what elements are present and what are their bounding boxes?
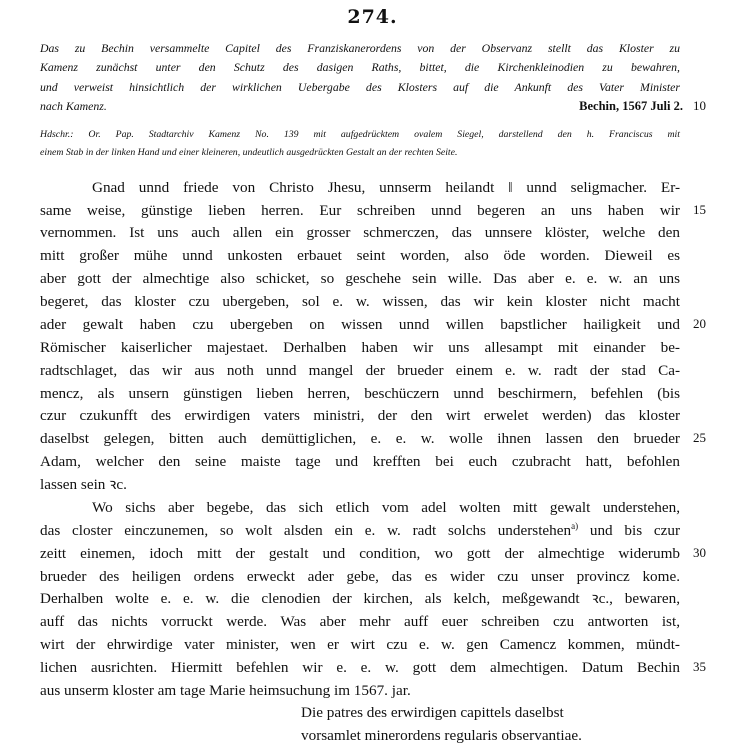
body-line: ader gewalt haben czu ubergeben on wissen unnd willen bapstlicher hailigkeit und [40,316,680,333]
margin-line-number: 10 [693,98,706,113]
margin-line-number: 35 [693,659,706,674]
regest-line: Kamenz zunächst unter den Schutz des dasigen Raths, bittet, die Kirchenkleinodien zu bewahren, [40,60,680,74]
regest-date: Bechin, 1567 Juli 2. [579,99,683,113]
body-line [40,519,680,542]
source-note-line: einem Stab in der linken Hand und einer kleineren, undeutlich ausgedrückten Gestalt an der rechten Seite. [40,147,458,158]
body-line: radtschlaget, das wir aus noth unnd mangel der brueder einem e. w. radt der stad Ca- [40,362,680,379]
body-line: lichen ausrichten. Hiermitt befehlen wir e. e. w. gott dem almechtigen. Datum Bechin [40,659,680,676]
body-line: vernommen. Ist uns auch allen ein grosser schmerczen, das unnsere klöster, welche den [40,224,680,241]
margin-line-number: 25 [693,430,706,445]
body-line: brueder des heiligen ordens erweckt ader gebe, das es wider czu unser provincz kome. [40,568,680,585]
body-line-tail: und bis czur [578,522,680,539]
margin-line-number: 20 [693,316,706,331]
body-line: same weise, günstige lieben herren. Eur schreiben unnd begeren an uns haben wir [40,202,680,219]
footnote-mark: a) [571,520,579,531]
body-line: auff das nichts vorruckt werde. Was aber mehr auff euer schreiben czu antworten ist, [40,613,680,630]
signature-line: Die patres des erwirdigen capittels daselbst [301,704,564,721]
body-line: czur czukunfft des erwirdigen vaters ministri, der den wirt erwelet werden) das kloster [40,407,680,424]
body-line: zeitt einemen, idoch mitt der gestalt und condition, wo gott der almechtige widerumb [40,545,680,562]
source-note-line: Hdschr.: Or. Pap. Stadtarchiv Kamenz No. 139 mit aufgedrücktem ovalem Siegel, darstellend den h. Franciscus mit [40,129,680,140]
body-line: Adam, welcher den seine maiste tage und krefften bei euch czubracht hatt, befohlen [40,453,680,470]
margin-line-number: 15 [693,202,706,217]
body-line: aber gott der almechtige also schicket, so geschehe sein wille. Das aber e. e. w. an uns [40,270,680,287]
body-line: daselbst gelegen, bitten auch demüttiglichen, e. e. w. wolle ihnen lassen den brueder [40,430,680,447]
document-number: 274. [347,6,398,28]
body-line: Gnad unnd friede von Christo Jhesu, unnserm heilandt ‖ unnd seligmacher. Er- [92,179,680,196]
body-line: mencz, als unsern günstigen lieben herren, beschüczern unnd beschirmern, befehlen (bis [40,385,680,402]
body-line: aus unserm kloster am tage Marie heimsuchung im 1567. jar. [40,682,411,699]
regest-line: Das zu Bechin versammelte Capitel des Franziskanerordens von der Observanz stellt das Kloster zu [40,41,680,55]
signature-line: vorsamlet minerordens regularis observantiae. [301,727,582,744]
margin-line-number: 30 [693,545,706,560]
body-line: mitt großer mühe unnd unkosten erbauet seint worden, also öde worden. Dieweil es [40,247,680,264]
body-line: Derhalben wolte e. e. w. die clenodien der kirchen, als kelch, meßgewandt ꝛc., bewaren, [40,590,680,607]
regest-line: und verweist hinsichtlich der wirklichen Uebergabe des Klosters auf die Ankunft des Vater Minister [40,80,680,94]
body-line-text: das closter einczunemen, so wolt alsden ein e. w. radt solchs understehen [40,522,572,539]
body-line: Römischer kaiserlicher majestaet. Derhalben haben wir uns allesampt mit einander be- [40,339,680,356]
body-line: wirt der ehrwirdige vater minister, wen er wirt czu e. w. gen Camencz kommen, mündt- [40,636,680,653]
body-line: begeret, das kloster czu ubergeben, sol e. w. wissen, das wir kein kloster nicht macht [40,293,680,310]
regest-line: nach Kamenz. [40,99,107,113]
body-line: lassen sein ꝛc. [40,476,127,493]
body-line: Wo sichs aber begebe, das sich etlich vom adel wolten mitt gewalt understehen, [92,499,680,516]
